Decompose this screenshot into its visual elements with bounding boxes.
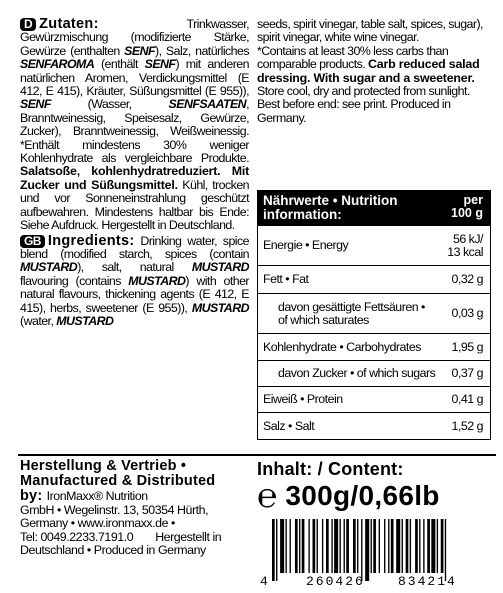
nutrient-label: Salz • Salt bbox=[263, 418, 315, 433]
barcode-bar bbox=[391, 519, 394, 573]
barcode-digits-left: 260426 bbox=[306, 574, 365, 589]
manufacturer-heading bbox=[20, 459, 240, 504]
allergen: SENFAROMA bbox=[20, 57, 95, 72]
barcode-bar bbox=[361, 519, 362, 581]
barcode-bar bbox=[437, 519, 438, 573]
nutrition-row bbox=[258, 387, 490, 413]
barcode-bar bbox=[415, 519, 418, 573]
nutrition-row bbox=[258, 334, 490, 361]
barcode bbox=[258, 519, 490, 589]
allergen: MUSTARD bbox=[128, 273, 186, 288]
de-text: Kühl, trocken und vor Sonneneinstrahlung geschützt aufbewahren. Mindestens haltbar bis Ende: Siehe Aufdruck. Hergestellt in Deutschland. bbox=[20, 177, 249, 233]
allergen: MUSTARD bbox=[20, 260, 78, 275]
nutrient-value: 0,41 g bbox=[451, 392, 483, 406]
nutrient-label: Kohlenhydrate • Carbohydrates bbox=[263, 339, 421, 354]
nutrient-label: Eiweiß • Protein bbox=[263, 392, 343, 406]
barcode-bar bbox=[406, 519, 409, 573]
english-ingredients bbox=[20, 232, 249, 329]
barcode-digits-right: 834214 bbox=[398, 574, 457, 589]
barcode-bar bbox=[427, 519, 430, 573]
de-text: ) mit anderen natürlichen Aromen, Verdickungsmittel (E 412, E 415), Kräuter, Süßungsmittel (E 955)), bbox=[20, 57, 249, 99]
barcode-digit-prefix: 4 bbox=[260, 574, 268, 589]
nutrition-row bbox=[258, 266, 490, 294]
barcode-bar bbox=[373, 519, 376, 573]
barcode-bar bbox=[419, 519, 420, 573]
gb-text: ) with other natural flavours, thickening agents (E 412, E 415), herbs, sweetener (E 955)), bbox=[20, 273, 249, 315]
per-label: per bbox=[463, 193, 483, 207]
allergen: SENF bbox=[144, 57, 176, 72]
de-badge: D bbox=[20, 18, 36, 31]
manufacturer-tel: Tel: 0049.2233.7191.0 bbox=[20, 529, 134, 544]
content-label: Inhalt: / Content: bbox=[257, 459, 404, 479]
barcode-bar bbox=[313, 519, 316, 573]
manufacturer-address: GmbH • Wegelinstr. 13, 50354 Hürth, Germany • www.ironmaxx.de • bbox=[20, 503, 209, 531]
nutrition-row bbox=[258, 226, 490, 266]
barcode-bar bbox=[340, 519, 341, 573]
barcode-bar bbox=[402, 519, 403, 573]
barcode-bar bbox=[410, 519, 411, 573]
nutrition-header bbox=[258, 191, 490, 226]
barcode-bar bbox=[357, 519, 358, 573]
ingredients-left-column bbox=[20, 18, 249, 328]
net-content bbox=[257, 477, 440, 515]
nutrient-label: Energie • Energy bbox=[263, 238, 349, 252]
nutrient-label: davon gesättigte Fettsäuren • of which saturates bbox=[278, 299, 425, 327]
barcode-bar bbox=[286, 519, 287, 573]
allergen: SENF bbox=[20, 97, 51, 112]
barcode-bar bbox=[290, 519, 291, 573]
gb-text: Store cool, dry and protected from sunlight. Best before end: see print. Produced in Germany. bbox=[257, 84, 470, 125]
barcode-bar bbox=[308, 519, 309, 573]
barcode-bar bbox=[326, 519, 329, 573]
nutrient-value: 0,32 g bbox=[451, 272, 483, 286]
barcode-bar bbox=[302, 519, 305, 573]
nutrition-header-label: Nährwerte • Nutrition information: bbox=[263, 193, 398, 222]
de-text: (enthält bbox=[94, 57, 145, 72]
nutrition-table bbox=[257, 190, 491, 440]
barcode-bar bbox=[423, 519, 424, 573]
barcode-bar bbox=[388, 519, 389, 573]
made-in-de: Hergestellt in bbox=[155, 529, 222, 544]
nutrient-value: 1,52 g bbox=[451, 418, 483, 433]
nutrient-value: 0,37 g bbox=[451, 366, 483, 380]
section-divider bbox=[18, 454, 496, 456]
gb-text: Drinking water, spice blend (modified starch, spices (contain bbox=[20, 233, 249, 261]
nutrient-value: 1,95 g bbox=[451, 339, 483, 354]
net-content-value: 300g/0,66lb bbox=[285, 480, 440, 511]
de-heading: Zutaten: bbox=[39, 16, 99, 32]
made-in-line: Deutschland • Produced in Germany bbox=[20, 542, 206, 557]
nutrition-header-per bbox=[451, 194, 483, 222]
barcode-bar bbox=[346, 519, 349, 573]
nutrient-value: 0,03 g bbox=[451, 306, 483, 320]
barcode-bar bbox=[344, 519, 345, 573]
per-amount: 100 g bbox=[451, 205, 483, 220]
nutrient-label: davon Zucker • of which sugars bbox=[278, 366, 436, 380]
allergen: SENF bbox=[124, 43, 156, 58]
gb-text: (water, bbox=[20, 313, 57, 328]
barcode-bar bbox=[299, 519, 300, 573]
manufacturer-heading-text: Herstellung & Vertrieb • Manufactured & Distributed by: bbox=[20, 458, 216, 504]
barcode-bar bbox=[445, 519, 446, 581]
estimated-sign-icon: ℮ bbox=[257, 477, 278, 515]
de-text: (Wasser, bbox=[50, 97, 169, 112]
barcode-bar bbox=[431, 519, 435, 573]
nutrition-row bbox=[258, 294, 490, 334]
allergen: SENFSAATEN bbox=[168, 97, 247, 112]
manufacturer-company: IronMaxx® Nutrition bbox=[46, 489, 148, 503]
manufacturer-info bbox=[20, 459, 240, 557]
barcode-bar bbox=[371, 519, 372, 573]
barcode-bar bbox=[295, 519, 298, 573]
barcode-bar bbox=[353, 519, 356, 573]
gb-heading: Ingredients: bbox=[47, 232, 135, 249]
gb-text: ), salt, natural bbox=[77, 260, 192, 275]
ingredients-right-column bbox=[257, 18, 489, 125]
barcode-bar bbox=[317, 519, 318, 573]
nutrient-value: 56 kJ/ 13 kcal bbox=[447, 231, 483, 259]
allergen: MUSTARD bbox=[191, 300, 249, 315]
nutrition-row bbox=[258, 413, 490, 439]
barcode-bar bbox=[322, 519, 323, 573]
barcode-bars bbox=[272, 519, 446, 581]
barcode-bar bbox=[276, 519, 277, 581]
gb-text: flavouring (contains bbox=[20, 273, 129, 288]
barcode-bar bbox=[272, 519, 275, 581]
barcode-bar bbox=[379, 519, 380, 573]
nutrition-row bbox=[258, 361, 490, 387]
gb-badge: GB bbox=[20, 235, 45, 248]
manufacturer-tel-line bbox=[20, 531, 240, 544]
gb-text: *Contains at least 30% less carbs than comparable products. bbox=[257, 43, 449, 72]
barcode-bar bbox=[384, 519, 385, 573]
gb-product-name: Carb reduced salad dressing. With sugar and a sweetener. bbox=[257, 57, 480, 85]
german-ingredients bbox=[20, 18, 249, 233]
de-text: , Branntweinessig, Speisesalz, Gewürze, Zucker), Branntweinessig, Weißweinessig. *Enthält mindestens 30% weniger Kohlenhydrate als vergleichbare Produkte. bbox=[20, 97, 249, 166]
barcode-bar bbox=[396, 519, 400, 573]
barcode-bar bbox=[280, 519, 284, 573]
gb-text: seeds, spirit vinegar, table salt, spices, sugar), spirit vinegar, white wine vinegar. bbox=[257, 17, 483, 45]
barcode-bar bbox=[365, 519, 369, 581]
allergen: MUSTARD bbox=[191, 260, 249, 275]
barcode-bar bbox=[441, 519, 444, 573]
nutrient-label: Fett • Fat bbox=[263, 272, 309, 286]
allergen: MUSTARD bbox=[56, 313, 114, 328]
de-text: Trinkwasser, Gewürzmischung (modifizierte Stärke, Gewürze (enthalten bbox=[20, 17, 249, 58]
de-product-name: Salatsoße, kohlenhydratreduziert. Mit Zucker und Süßungsmittel. bbox=[20, 164, 249, 192]
barcode-bar bbox=[334, 519, 338, 573]
de-text: ), Salz, natürliches bbox=[155, 43, 249, 58]
barcode-bar bbox=[331, 519, 332, 573]
